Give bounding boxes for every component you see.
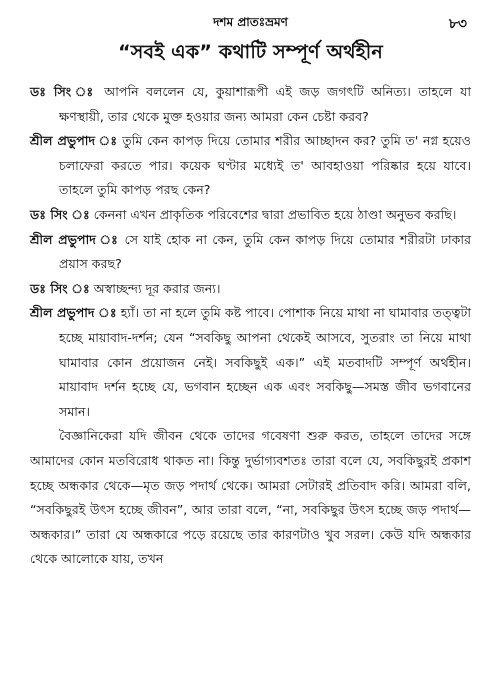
closing-paragraph: বৈজ্ঞানিকেরা যদি জীবন থেকে তাদের গবেষণা শুরু করত, তাহলে তাদের সঙ্গে আমাদের কোন মতবিরোধ থাকত না। কিন্তু দুর্ভাগ্যবশতঃ তারা বলে যে, সবকিছুরই প্রকাশ হচ্ছে অন্ধকার থেকে—মৃত জড় পদার্থ থেকে। আমরা সেটারই প্রতিবাদ করি। আমরা বলি, “সবকিছুরই উৎস হচ্ছে জীবন”, আর তারা বলে, “না, সবকিছুর উৎস হচ্ছে জড় পদার্থ—অন্ধকার।” তারা যে অন্ধকারে পড়ে রয়েছে তার কারণটাও খুব সরল। কেউ যদি অন্ধকার থেকে আলোকে যায়, তখন (30, 428, 471, 567)
speaker-label: ডঃ সিং ঃ (30, 84, 97, 99)
page-number: ৮৩ (448, 16, 467, 32)
speaker-label: শ্রীল প্রভুপাদ ঃ (30, 305, 117, 321)
speaker-label: শ্রীল প্রভুপাদ ঃ (30, 133, 118, 149)
speaker-label: ডঃ সিং ঃ (30, 280, 90, 296)
speaker-label: শ্রীল প্রভুপাদ ঃ (30, 231, 120, 247)
running-header (30, 0, 471, 34)
dialogue-entry (30, 301, 471, 424)
chapter-heading: “সবই এক” কথাটি সম্পূর্ণ অর্থহীন (118, 41, 383, 63)
dialogue-entry (30, 228, 471, 277)
running-title: দশম প্রাতঃভ্রমণ (213, 15, 288, 29)
dialogue-text: অস্বাচ্ছন্দ্য দূর করার জন্য। (93, 280, 221, 296)
dialogue-text: হ্যাঁ। তা না হলে তুমি কষ্ট পাবে। পোশাক নিয়ে মাথা না ঘামাবার তত্ত্বটা হচ্ছে মায়াবাদ-দর্শন; যেন “সবকিছু আপনা থেকেই আসবে, সুতরাং তা নিয়ে মাথা ঘামাবার কোন প্রয়োজন নেই। সবকিছুই এক।” এই মতবাদটি সম্পূর্ণ অর্থহীন। মায়াবাদ দর্শন হচ্ছে যে, ভগবান হচ্ছেন এক এবং সবকিছু—সমস্ত জীব ভগবানের সমান। (59, 305, 471, 419)
dialogue-entry (30, 203, 471, 228)
speaker-label: ডঃ সিং ঃ (30, 206, 90, 222)
dialogue-text: সে যাই হোক না কেন, তুমি কেন কাপড় দিয়ে তোমার শরীরটা ঢাকার প্রয়াস করছ? (59, 231, 471, 272)
dialogue-text: আপনি বললেন যে, কুয়াশারূপী এই জড় জগৎটি অনিত্য। তাহলে যা ক্ষণস্থায়ী, তার থেকে মুক্ত হওয়ার জন্য আমরা কেন চেষ্টা করব? (59, 84, 471, 124)
dialogue-entry (30, 129, 471, 203)
dialogue-entry (30, 80, 471, 129)
dialogue-text: তুমি কেন কাপড় দিয়ে তোমার শরীর আচ্ছাদন কর? তুমি ত' নগ্ন হয়েও চলাফেরা করতে পার। কয়েক ঘণ্টার মধ্যেই ত' আবহাওয়া পরিষ্কার হয়ে যাবে। তাহলে তুমি কাপড় পরছ কেন? (59, 133, 471, 198)
dialogue-entry (30, 277, 471, 302)
dialogue-text: কেননা এখন প্রাকৃতিক পরিবেশের দ্বারা প্রভাবিত হয়ে ঠাণ্ডা অনুভব করছি। (93, 206, 457, 222)
dialogue (30, 80, 471, 424)
